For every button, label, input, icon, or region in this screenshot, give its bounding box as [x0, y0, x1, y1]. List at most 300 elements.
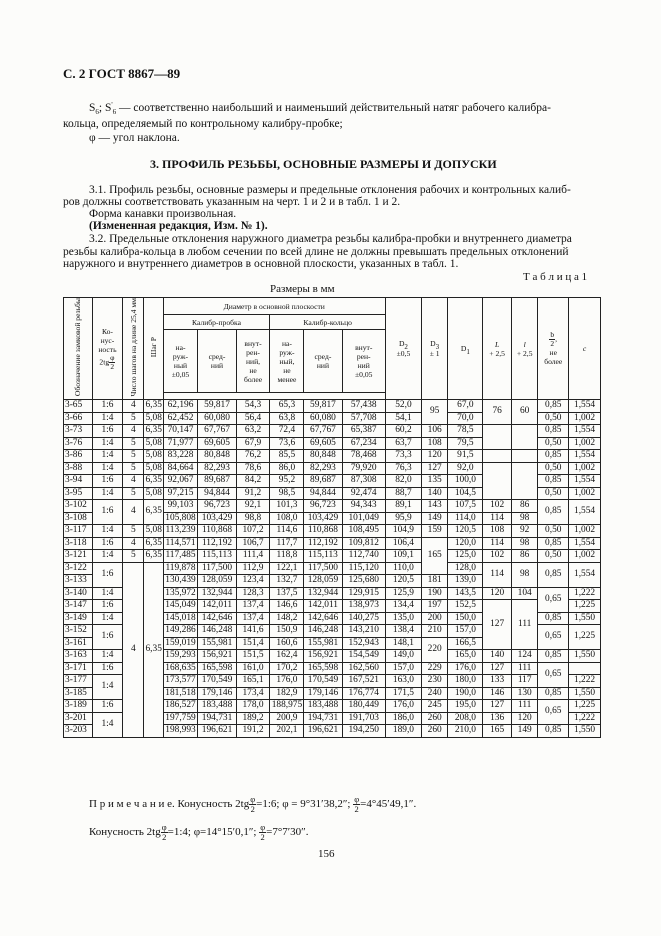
table-label: Т а б л и ц а 1	[523, 271, 588, 283]
table-cell: 120	[511, 712, 537, 725]
table-cell: 5,08	[145, 487, 162, 498]
table-cell: 128,059	[198, 575, 236, 588]
table-cell: 83,228	[163, 450, 198, 463]
table-cell: 1,554	[569, 562, 601, 587]
table-cell: 109,1	[385, 550, 421, 563]
table-cell	[483, 425, 512, 450]
table-cell: 89,687	[198, 475, 236, 488]
table-cell: 114,6	[270, 525, 304, 538]
table-cell: 117	[511, 675, 537, 688]
table-cell: 137,4	[236, 612, 270, 625]
table-cell: 125,680	[342, 575, 385, 588]
table-cell: 4	[123, 475, 144, 488]
table-cell: 111	[511, 662, 537, 675]
table-cell: 181	[421, 575, 447, 588]
diameter-group-header: Диаметр в основной плоскости	[163, 298, 385, 315]
table-cell: 110,0	[385, 562, 421, 575]
table-cell: 86,0	[270, 462, 304, 475]
table-cell: 0,65	[538, 625, 569, 650]
table-cell: 70,147	[163, 425, 198, 438]
table-cell: 96,723	[198, 500, 236, 513]
table-cell: 6,35	[145, 475, 162, 485]
table-cell: 109,812	[342, 537, 385, 550]
table-cell: 114	[483, 562, 512, 587]
table-cell: 92,0	[448, 462, 483, 475]
table-cell: 167,521	[342, 675, 385, 688]
table-cell: 5	[123, 450, 144, 463]
table-cell: 0,85	[538, 725, 569, 738]
table-row	[64, 550, 601, 563]
table-cell: 146,248	[304, 625, 342, 638]
table-cell: 111	[511, 700, 537, 713]
table-cell: 6,35	[145, 550, 162, 560]
para-3-2-c: наружного и внутреннего диаметров в основной плоскости, указанных в табл. 1.	[63, 258, 459, 270]
table-cell: 59,817	[198, 400, 236, 413]
table-cell: 67,9	[236, 437, 270, 450]
plug-header: Калибр-пробка	[163, 315, 270, 330]
table-cell: 125,0	[448, 550, 483, 563]
table-cell: 1:4	[92, 450, 123, 463]
table-cell: 1:6	[92, 500, 123, 525]
table-cell: 94,343	[342, 500, 385, 513]
table-row	[64, 537, 601, 550]
table-cell: 106	[421, 425, 447, 438]
table-cell: 1:6	[92, 662, 123, 675]
table-cell: 95,2	[270, 475, 304, 488]
table-cell: 120,5	[448, 525, 483, 538]
table-cell: 67,234	[342, 437, 385, 450]
table-cell: 180,449	[342, 700, 385, 713]
separator: ;	[98, 102, 103, 114]
table-cell: 186,0	[385, 712, 421, 725]
table-cell: 5,08	[145, 450, 162, 460]
table-cell: 198,993	[163, 725, 198, 738]
table-cell: 1,550	[569, 650, 601, 663]
table-cell: 143,5	[448, 587, 483, 600]
table-cell: 132,944	[198, 587, 236, 600]
table-cell: 1,550	[569, 612, 601, 625]
table-cell: 54,3	[236, 400, 270, 413]
table-cell: 67,767	[304, 425, 342, 438]
table-cell: 130	[511, 687, 537, 700]
cell-designation: 3-95	[64, 487, 93, 500]
table-cell: 1:4	[92, 587, 123, 600]
table-cell: 0,65	[538, 662, 569, 687]
table-cell: 130,439	[163, 575, 198, 588]
table-cell: 1,550	[569, 687, 601, 700]
table-cell: 200	[421, 612, 447, 625]
table-cell: 1,554	[569, 500, 601, 525]
table-cell: 128,0	[448, 562, 483, 575]
table-cell: 101,049	[342, 512, 385, 525]
table-cell: 84,664	[163, 462, 198, 475]
col-c: c	[569, 298, 601, 400]
para-form: Форма канавки произвольная.	[89, 208, 237, 220]
table-cell: 65,387	[342, 425, 385, 438]
table-cell: 78,6	[236, 462, 270, 475]
table-cell: 132,944	[304, 587, 342, 600]
table-cell: 146,248	[198, 625, 236, 638]
table-cell: 115,120	[342, 562, 385, 575]
table-cell: 5,08	[145, 462, 162, 473]
table-cell	[483, 462, 512, 500]
table-cell: 110,868	[198, 525, 236, 538]
table-cell: 146,6	[270, 600, 304, 613]
table-cell: 135,0	[385, 612, 421, 625]
table-cell: 200,9	[270, 712, 304, 725]
table-cell: 1,002	[569, 462, 601, 475]
table-cell: 6,35	[145, 400, 162, 410]
table-cell: 79,5	[448, 437, 483, 450]
cell-designation: 3-201	[64, 712, 93, 725]
table-row	[64, 525, 601, 538]
table-cell: 98	[511, 537, 537, 550]
table-cell: 119,878	[163, 562, 198, 575]
table-cell: 112,192	[304, 537, 342, 550]
cell-designation: 3-108	[64, 512, 93, 525]
table-cell: 127	[483, 662, 512, 675]
table-cell: 142,646	[304, 612, 342, 625]
table-cell: 145,018	[163, 612, 198, 625]
table-cell: 161,0	[236, 662, 270, 675]
table-cell: 260	[421, 712, 447, 725]
table-cell: 189,0	[385, 725, 421, 738]
table-cell: 129,915	[342, 587, 385, 600]
table-cell: 151,5	[236, 650, 270, 663]
table-cell: 194,731	[198, 712, 236, 725]
table-cell: 173,4	[236, 687, 270, 700]
col-ring-outer: на- руж- ный, не менее	[270, 330, 304, 393]
table-cell: 137,5	[270, 587, 304, 600]
table-cell: 103,429	[304, 512, 342, 525]
table-cell: 141,6	[236, 625, 270, 638]
table-cell: 182,9	[270, 687, 304, 700]
para-3-2-b: резьбы калибра-кольца в любом сечении по всей длине не должны превышать предельных отклонений	[63, 246, 569, 258]
table-cell: 1:4	[92, 612, 123, 625]
table-cell: 114	[483, 537, 512, 550]
cell-designation: 3-88	[64, 462, 93, 475]
col-plug-outer: на- руж- ный ±0,05	[163, 330, 198, 393]
table-cell: 78,468	[342, 450, 385, 463]
table-cell: 60,080	[304, 412, 342, 425]
table-cell: 115,113	[304, 550, 342, 563]
table-cell: 107,2	[236, 525, 270, 538]
table-cell: 230	[421, 675, 447, 688]
table-cell: 151,4	[236, 637, 270, 650]
note-text-1: Конусность 2tg	[177, 798, 250, 811]
table-cell: 6,35	[144, 500, 163, 525]
table-cell: 170,2	[270, 662, 304, 675]
table-cell: 178,0	[236, 700, 270, 713]
table-cell: 118,8	[270, 550, 304, 563]
table-cell: 189,2	[236, 712, 270, 725]
table-cell: 1:4	[92, 712, 123, 737]
table-cell: 1,554	[569, 425, 601, 438]
col-ring-inner: внут- рен- ний ±0,05	[342, 330, 385, 393]
cell-designation: 3-149	[64, 612, 93, 625]
section-title: 3. ПРОФИЛЬ РЕЗЬБЫ, ОСНОВНЫЕ РАЗМЕРЫ И ДОПУСКИ	[150, 157, 497, 171]
table-cell: 5,08	[145, 412, 162, 423]
table-cell: 150,9	[270, 625, 304, 638]
fraction-4: $\frac{\varphi}{2}$	[260, 822, 266, 842]
table-cell: 92,067	[163, 475, 198, 488]
table-cell: 197	[421, 600, 447, 613]
table-cell: 156,921	[198, 650, 236, 663]
table-cell: 1,225	[569, 625, 601, 650]
table-cell: 117,7	[270, 537, 304, 550]
table-cell: 1:4	[92, 650, 123, 663]
table-cell: 117,500	[304, 562, 342, 575]
table-cell: 176,0	[270, 675, 304, 688]
table-cell: 86	[511, 550, 537, 563]
table-cell: 155,981	[304, 637, 342, 650]
table-cell: 104,9	[385, 525, 421, 538]
table-cell: 108	[483, 525, 512, 538]
table-cell: 113,239	[163, 525, 198, 538]
cell-designation: 3-86	[64, 450, 93, 463]
table-cell: 108,0	[270, 512, 304, 525]
table-cell: 196,621	[198, 725, 236, 738]
table-row	[64, 400, 601, 413]
para-3-2-a: 3.2. Предельные отклонения наружного диаметра резьбы калибра-пробки и внутреннего диаметра	[89, 233, 572, 245]
table-cell: 179,146	[198, 687, 236, 700]
table-cell: 0,50	[538, 437, 569, 450]
table-cell: 1:6	[92, 625, 123, 650]
table-cell: 122,1	[270, 562, 304, 575]
table-cell: 111,4	[236, 550, 270, 563]
table-cell: 92	[511, 525, 537, 538]
table-cell: 67,767	[198, 425, 236, 438]
cell-designation: 3-122	[64, 562, 93, 575]
cell-designation: 3-76	[64, 437, 93, 450]
table-cell: 100,0	[448, 475, 483, 488]
table-cell: 1:4	[92, 675, 123, 700]
table-cell: 69,605	[304, 437, 342, 450]
col-designation: Обозначение замковой резьбы	[64, 298, 93, 400]
cell-designation: 3-133	[64, 575, 93, 588]
cell-designation: 3-118	[64, 537, 93, 550]
table-cell: 120	[421, 450, 447, 463]
table-cell: 127	[421, 462, 447, 475]
note-line-2	[89, 823, 308, 842]
table-cell: 124	[511, 650, 537, 663]
table-cell: 1:6	[92, 425, 123, 438]
table-cell: 117,500	[198, 562, 236, 575]
symbol-sup: '	[111, 101, 113, 109]
table-cell: 176,0	[448, 662, 483, 675]
note2-text-2: =1:4; φ=14°15′0,1″;	[167, 826, 257, 839]
symbol-sub-2: 6	[112, 108, 117, 116]
table-cell: 84,2	[236, 475, 270, 488]
page-number: 156	[318, 848, 335, 860]
table-cell: 195,0	[448, 700, 483, 713]
note-text-3: =4°45′49,1″.	[360, 798, 417, 811]
table-cell: 183,488	[198, 700, 236, 713]
table-cell: 62,452	[163, 412, 198, 425]
table-cell: 171,5	[385, 687, 421, 700]
table-cell: 52,0	[385, 400, 421, 413]
table-cell: 63,8	[270, 412, 304, 425]
units-label: Размеры в мм	[270, 283, 335, 295]
table-cell	[511, 450, 537, 463]
table-cell: 1,550	[569, 725, 601, 738]
table-cell: 194,731	[304, 712, 342, 725]
col-ring-mean: сред- ний	[304, 330, 342, 393]
table-row	[64, 500, 601, 513]
cell-designation: 3-163	[64, 650, 93, 663]
table-cell: 92,474	[342, 487, 385, 500]
table-cell: 142,011	[198, 600, 236, 613]
table-cell: 1,554	[569, 450, 601, 463]
table-cell: 112,740	[342, 550, 385, 563]
table-cell: 132,7	[270, 575, 304, 588]
table-cell: 99,103	[163, 500, 198, 513]
table-cell: 186,527	[163, 700, 198, 713]
table-cell: 181,518	[163, 687, 198, 700]
table-cell: 1:4	[92, 550, 123, 563]
table-cell: 1,225	[569, 700, 601, 713]
table-cell: 179,146	[304, 687, 342, 700]
table-cell: 91,2	[236, 487, 270, 500]
table-cell: 0,50	[538, 550, 569, 563]
cell-designation: 3-65	[64, 400, 93, 413]
table-cell: 159,293	[163, 650, 198, 663]
table-cell: 170,549	[304, 675, 342, 688]
table-cell: 240	[421, 687, 447, 700]
table-cell: 142,646	[198, 612, 236, 625]
note2-text-1: Конусность 2tg	[89, 826, 161, 839]
table-cell: 0,85	[538, 650, 569, 663]
table-cell: 1:6	[92, 600, 123, 613]
table-cell: 60,2	[385, 425, 421, 438]
table-cell: 76,3	[385, 462, 421, 475]
table-cell: 1:4	[92, 525, 123, 538]
table-cell: 112,192	[198, 537, 236, 550]
table-cell: 65,3	[270, 400, 304, 413]
table-cell: 152,943	[342, 637, 385, 650]
table-cell: 145,049	[163, 600, 198, 613]
table-cell: 135,972	[163, 587, 198, 600]
table-cell: 165,598	[304, 662, 342, 675]
table-cell: 149,286	[163, 625, 198, 638]
table-body	[64, 400, 601, 738]
table-cell: 115,113	[198, 550, 236, 563]
table-cell: 245	[421, 700, 447, 713]
table-cell: 165,1	[236, 675, 270, 688]
table-cell: 98,5	[270, 487, 304, 500]
table-cell: 176,0	[385, 700, 421, 713]
table-cell: 1,002	[569, 550, 601, 563]
table-cell: 5	[123, 487, 144, 500]
table-cell: 162,4	[270, 650, 304, 663]
table-cell: 6,35	[145, 537, 162, 548]
table-cell: 4	[123, 562, 144, 737]
cell-designation: 3-121	[64, 550, 93, 563]
table-cell: 103,429	[198, 512, 236, 525]
table-cell: 137,4	[236, 600, 270, 613]
table-cell: 260	[421, 725, 447, 738]
table-cell: 117,485	[163, 550, 198, 563]
table-cell: 79,920	[342, 462, 385, 475]
table-cell: 60,080	[198, 412, 236, 425]
page-header: С. 2 ГОСТ 8867—89	[63, 66, 181, 81]
table-cell: 190	[421, 587, 447, 600]
table-cell: 156,921	[304, 650, 342, 663]
table-cell: 1:6	[92, 475, 123, 488]
ring-header: Калибр-кольцо	[270, 315, 385, 330]
table-cell: 57,708	[342, 412, 385, 425]
para-edit: (Измененная редакция, Изм. № 1).	[89, 220, 268, 232]
table-cell: 0,85	[538, 562, 569, 587]
table-cell: 104,5	[448, 487, 483, 500]
table-cell: 165	[421, 537, 447, 575]
table-cell	[569, 662, 601, 675]
table-cell: 85,5	[270, 450, 304, 463]
table-cell: 194,250	[342, 725, 385, 738]
table-cell: 59,817	[304, 400, 342, 413]
col-steps: Число шагов на длине 25,4 мм	[123, 298, 144, 400]
table-cell: 96,723	[304, 500, 342, 513]
table-cell: 165,0	[448, 650, 483, 663]
table-cell: 71,977	[163, 437, 198, 450]
table-cell: 0,50	[538, 525, 569, 538]
table-cell: 148,1	[385, 637, 421, 650]
table-cell: 1,222	[569, 587, 601, 600]
table-cell: 76,2	[236, 450, 270, 463]
table-cell: 154,549	[342, 650, 385, 663]
col-d1: D1	[448, 298, 483, 400]
table-cell: 173,577	[163, 675, 198, 688]
table-cell: 0,85	[538, 475, 569, 488]
table-cell: 210,0	[448, 725, 483, 738]
table-cell: 1:4	[92, 412, 123, 425]
table-cell: 70,0	[448, 412, 483, 425]
table-cell: 0,50	[538, 487, 569, 500]
table-cell: 5,08	[145, 525, 162, 535]
table-cell: 57,438	[342, 400, 385, 413]
intro-text-1: — соответственно наибольший и наименьший действительный натяг рабочего калибра-	[119, 102, 551, 114]
table-cell: 110,868	[304, 525, 342, 538]
table-cell: 114	[483, 512, 512, 525]
table-cell: 106,7	[236, 537, 270, 550]
table-cell: 4	[123, 425, 144, 438]
table-cell: 140,275	[342, 612, 385, 625]
col-b: $\frac{b}{2}$ , не более	[538, 298, 569, 400]
table-cell: 107,5	[448, 500, 483, 513]
intro-line-1	[89, 101, 551, 116]
table-cell	[511, 425, 537, 450]
table-cell: 146	[483, 687, 512, 700]
col-d3: D3 ± 1	[421, 298, 447, 400]
table-cell: 0,85	[538, 612, 569, 625]
cell-designation: 3-73	[64, 425, 93, 438]
table-cell: 152,5	[448, 600, 483, 613]
table-cell: 82,293	[198, 462, 236, 475]
table-cell: 163,0	[385, 675, 421, 688]
table-cell: 128,059	[304, 575, 342, 588]
intro-line-3: φ — угол наклона.	[89, 132, 180, 144]
table-cell: 104	[511, 587, 537, 600]
table-cell: 4	[123, 400, 144, 413]
sizes-table	[63, 297, 601, 738]
table-cell: 208,0	[448, 712, 483, 725]
table-cell: 120,0	[448, 537, 483, 550]
table-cell: 210	[421, 625, 447, 638]
table-cell: 101,3	[270, 500, 304, 513]
table-cell: 60	[511, 400, 537, 425]
col-l: l + 2,5	[511, 298, 537, 400]
table-cell: 148,2	[270, 612, 304, 625]
